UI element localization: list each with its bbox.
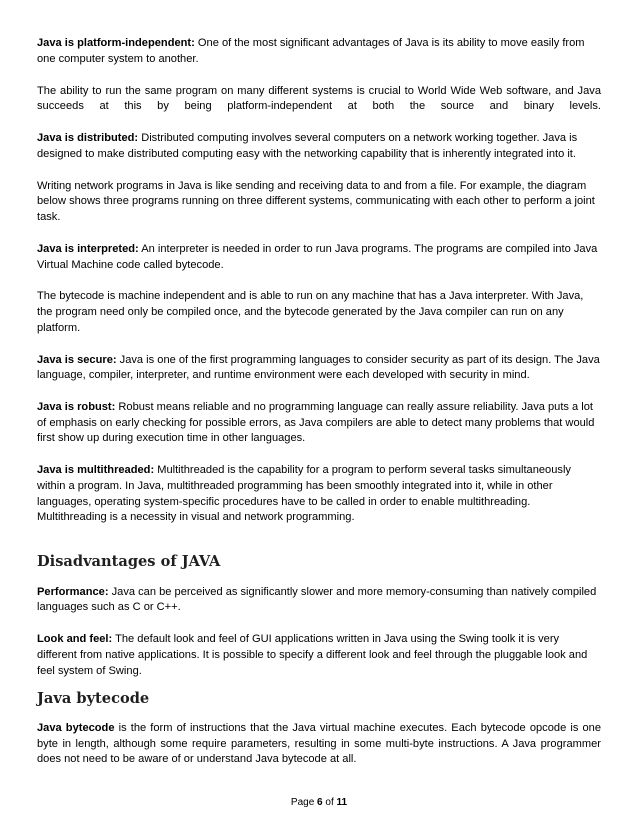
paragraph-lead: Java is distributed: [37, 132, 139, 145]
paragraph-secure [37, 353, 601, 384]
document-page [37, 36, 601, 768]
paragraph-platform-detail [37, 84, 601, 115]
paragraph-robust [37, 400, 601, 447]
paragraph-text: Java is one of the first programming languages to consider security as part of its design. The Java language, compiler, interpreter, and runtime environment were each developed with security in mind. [37, 353, 600, 382]
heading-disadvantages: Disadvantages of JAVA [37, 552, 221, 570]
paragraph-text: One of the most significant advantages of Java is its ability to move easily from one computer system to another. [37, 37, 585, 65]
page-footer [0, 796, 638, 810]
paragraph-java-bytecode [37, 721, 601, 768]
paragraph-multithreaded [37, 463, 601, 525]
paragraph-network-programs [37, 179, 601, 226]
footer-prefix: Page [290, 797, 318, 808]
heading-java-bytecode: Java bytecode [37, 690, 150, 708]
paragraph-bytecode-independent [37, 289, 601, 336]
paragraph-text: Distributed computing involves several computers on a network working together. Java is designed to make distributed computing easy with the networking capability that is inherently integrated into it. [37, 132, 578, 160]
paragraph-lead: Look and feel: [37, 633, 113, 646]
paragraph-text: Robust means reliable and no programming language can really assure reliability. Java puts a lot of emphasis on early checking for possible errors, as Java compilers are able to detect many problems that would first show up during execution time in other languages. [37, 401, 595, 445]
paragraph-lead: Java is interpreted: [37, 242, 139, 255]
paragraph-text: Java can be perceived as significantly slower and more memory-consuming than natively compiled languages such as C or C++. [37, 585, 597, 614]
paragraph-text: The ability to run the same program on many different systems is crucial to World Wide Web software, and Java succeeds at this by being platform-independent at both the source and binary levels. [37, 84, 601, 113]
paragraph-lead: Java is secure: [37, 353, 117, 366]
footer-total-pages: 11 [336, 797, 348, 808]
paragraph-lead: Java bytecode [37, 722, 115, 735]
paragraph-text: An interpreter is needed in order to run Java programs. The programs are compiled into Java Virtual Machine code called bytecode. [37, 242, 598, 271]
footer-middle: of [322, 797, 337, 808]
paragraph-lead: Performance: [37, 585, 109, 598]
paragraph-performance [37, 585, 601, 616]
paragraph-platform-independent [37, 36, 601, 67]
paragraph-text: The default look and feel of GUI applications written in Java using the Swing toolk it is very different from native applications. It is possible to specify a different look and feel through the pluggable look and feel system of Swing. [37, 633, 588, 677]
paragraph-text: is the form of instructions that the Java virtual machine executes. Each bytecode opcode is one byte in length, although some require parameters, resulting in some multi-byte instructions. A Java programmer does not need to be aware of or understand Java bytecode at all. [37, 722, 601, 766]
paragraph-text: Writing network programs in Java is like sending and receiving data to and from a file. For example, the diagram below shows three programs running on three different systems, communicating with each other to perform a joint task. [37, 179, 595, 223]
paragraph-text: The bytecode is machine independent and is able to run on any machine that has a Java interpreter. With Java, the program need only be compiled once, and the bytecode generated by the Java compiler can run on any platform. [37, 290, 584, 334]
paragraph-distributed [37, 131, 601, 162]
paragraph-lead: Java is platform-independent: [37, 37, 195, 49]
paragraph-text: Multithreaded is the capability for a program to perform several tasks simultaneously within a program. In Java, multithreaded programming has been smoothly integrated into it, while in other languages, operating system-specific procedures have to be called in order to enable multithreading. Multithreading is a necessity in visual and network programming. [37, 464, 571, 524]
paragraph-lead: Java is multithreaded: [37, 464, 155, 477]
paragraph-interpreted [37, 242, 601, 273]
paragraph-look-and-feel [37, 632, 601, 679]
footer-current-page: 6 [317, 797, 323, 808]
paragraph-lead: Java is robust: [37, 401, 116, 414]
